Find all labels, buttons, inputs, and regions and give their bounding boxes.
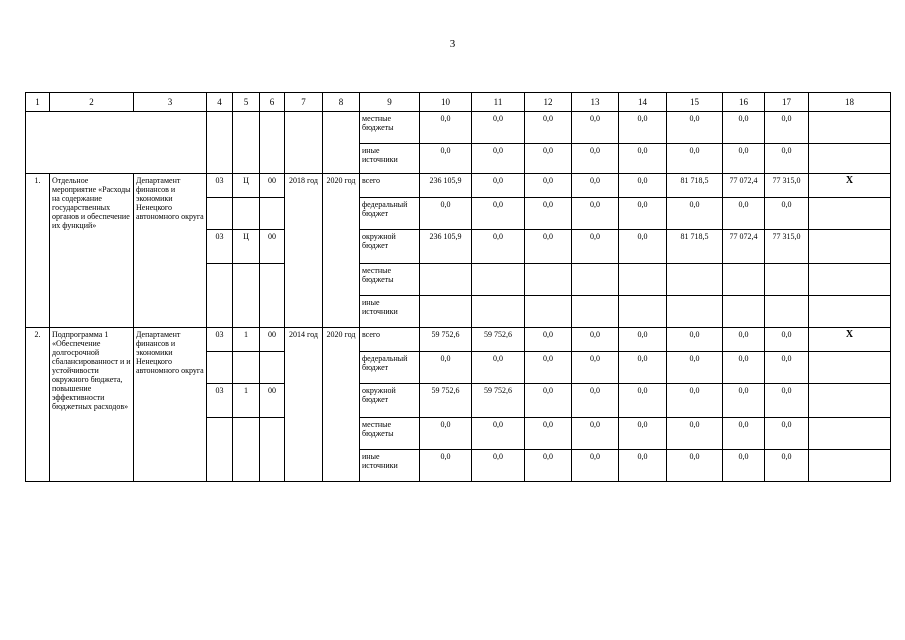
header-cell: 8: [323, 93, 360, 112]
header-cell: 6: [260, 93, 285, 112]
value-cell: 0,0: [572, 384, 619, 418]
value-cell: 0,0: [619, 144, 667, 174]
value-cell: 0,0: [619, 418, 667, 450]
source-cell: федеральный бюджет: [360, 198, 420, 230]
code-cell: [233, 264, 260, 328]
value-cell: 77 072,4: [723, 174, 765, 198]
value-cell: 0,0: [619, 112, 667, 144]
value-cell: 0,0: [667, 418, 723, 450]
mark-cell: [809, 296, 891, 328]
header-cell: 16: [723, 93, 765, 112]
source-cell: окружной бюджет: [360, 230, 420, 264]
code-cell: 1: [233, 384, 260, 418]
mark-cell: [809, 230, 891, 264]
header-cell: 13: [572, 93, 619, 112]
item-executor: Департамент финансов и экономики Ненецкого автономного округа: [134, 174, 207, 328]
value-cell: 0,0: [667, 352, 723, 384]
value-cell: 0,0: [667, 328, 723, 352]
end-year: 2020 год: [323, 174, 360, 328]
continued-code-cell: [233, 112, 260, 174]
value-cell: 0,0: [572, 144, 619, 174]
value-cell: [420, 296, 472, 328]
value-cell: 0,0: [472, 198, 525, 230]
value-cell: 77 315,0: [765, 174, 809, 198]
value-cell: 0,0: [765, 198, 809, 230]
continued-code-cell: [260, 112, 285, 174]
value-cell: 0,0: [723, 198, 765, 230]
header-cell: 2: [50, 93, 134, 112]
value-cell: 0,0: [472, 352, 525, 384]
start-year: 2014 год: [285, 328, 323, 482]
value-cell: 0,0: [765, 328, 809, 352]
header-cell: 11: [472, 93, 525, 112]
value-cell: 0,0: [472, 112, 525, 144]
item-name: Отдельное мероприятие «Расходы на содержание государственных органов и обеспечение их функций»: [50, 174, 134, 328]
mark-cell: Х: [809, 174, 891, 198]
value-cell: 0,0: [525, 418, 572, 450]
mark-cell: [809, 112, 891, 144]
value-cell: 0,0: [525, 384, 572, 418]
code-cell: [207, 264, 233, 328]
code-cell: 00: [260, 328, 285, 352]
value-cell: 59 752,6: [472, 328, 525, 352]
value-cell: 0,0: [765, 352, 809, 384]
value-cell: 0,0: [723, 384, 765, 418]
value-cell: 0,0: [723, 328, 765, 352]
value-cell: [572, 264, 619, 296]
value-cell: [765, 264, 809, 296]
source-cell: местные бюджеты: [360, 264, 420, 296]
value-cell: 0,0: [472, 418, 525, 450]
value-cell: [723, 264, 765, 296]
value-cell: 77 315,0: [765, 230, 809, 264]
header-cell: 3: [134, 93, 207, 112]
value-cell: [765, 296, 809, 328]
value-cell: [572, 296, 619, 328]
header-cell: 10: [420, 93, 472, 112]
code-cell: 03: [207, 230, 233, 264]
end-year: 2020 год: [323, 328, 360, 482]
value-cell: [525, 264, 572, 296]
page-number: 3: [449, 38, 456, 50]
value-cell: 0,0: [723, 352, 765, 384]
header-cell: 5: [233, 93, 260, 112]
value-cell: 0,0: [667, 112, 723, 144]
value-cell: 0,0: [765, 384, 809, 418]
code-cell: 03: [207, 328, 233, 352]
value-cell: [525, 296, 572, 328]
mark-cell: [809, 450, 891, 482]
value-cell: [723, 296, 765, 328]
value-cell: 0,0: [765, 144, 809, 174]
value-cell: 0,0: [525, 174, 572, 198]
value-cell: 0,0: [572, 328, 619, 352]
code-cell: 1: [233, 328, 260, 352]
value-cell: 59 752,6: [472, 384, 525, 418]
value-cell: 0,0: [667, 198, 723, 230]
value-cell: 0,0: [765, 418, 809, 450]
value-cell: 0,0: [525, 450, 572, 482]
value-cell: 0,0: [525, 352, 572, 384]
value-cell: 81 718,5: [667, 174, 723, 198]
code-cell: [260, 264, 285, 328]
continued-end-cell: [323, 112, 360, 174]
value-cell: [667, 264, 723, 296]
value-cell: 0,0: [472, 174, 525, 198]
value-cell: 0,0: [667, 384, 723, 418]
value-cell: 0,0: [525, 144, 572, 174]
value-cell: 0,0: [420, 112, 472, 144]
source-cell: всего: [360, 174, 420, 198]
value-cell: 59 752,6: [420, 328, 472, 352]
value-cell: 0,0: [765, 450, 809, 482]
item-number: 2.: [26, 328, 50, 482]
value-cell: 0,0: [619, 352, 667, 384]
value-cell: 77 072,4: [723, 230, 765, 264]
code-cell: [260, 198, 285, 230]
item-name: Подпрограмма 1 «Обеспечение долгосрочной сбалансированност и и устойчивости окружного бюджета, повышение эффективности бюджетных расходов»: [50, 328, 134, 482]
mark-cell: [809, 264, 891, 296]
table-row: [26, 328, 891, 352]
value-cell: 0,0: [525, 112, 572, 144]
code-cell: [260, 352, 285, 384]
value-cell: 0,0: [619, 230, 667, 264]
continued-blank-cell: [26, 112, 207, 174]
header-cell: 15: [667, 93, 723, 112]
value-cell: 0,0: [765, 112, 809, 144]
value-cell: [619, 264, 667, 296]
source-cell: федеральный бюджет: [360, 352, 420, 384]
mark-cell: [809, 198, 891, 230]
mark-cell: [809, 384, 891, 418]
start-year: 2018 год: [285, 174, 323, 328]
item-executor: Департамент финансов и экономики Ненецкого автономного округа: [134, 328, 207, 482]
code-cell: 00: [260, 174, 285, 198]
value-cell: 0,0: [420, 198, 472, 230]
value-cell: 0,0: [723, 450, 765, 482]
budget-table: [25, 92, 891, 482]
value-cell: 0,0: [619, 384, 667, 418]
source-cell: всего: [360, 328, 420, 352]
header-cell: 14: [619, 93, 667, 112]
value-cell: 0,0: [525, 230, 572, 264]
mark-cell: [809, 144, 891, 174]
value-cell: [472, 296, 525, 328]
table-row: [26, 112, 891, 144]
header-cell: 17: [765, 93, 809, 112]
item-number: 1.: [26, 174, 50, 328]
value-cell: 236 105,9: [420, 230, 472, 264]
value-cell: [420, 264, 472, 296]
table-row: [26, 174, 891, 198]
value-cell: 0,0: [572, 230, 619, 264]
source-cell: иные источники: [360, 450, 420, 482]
source-cell: местные бюджеты: [360, 112, 420, 144]
value-cell: 0,0: [472, 144, 525, 174]
value-cell: 81 718,5: [667, 230, 723, 264]
value-cell: 0,0: [619, 174, 667, 198]
header-cell: 1: [26, 93, 50, 112]
value-cell: [667, 296, 723, 328]
code-cell: 03: [207, 384, 233, 418]
value-cell: 0,0: [472, 230, 525, 264]
header-cell: 4: [207, 93, 233, 112]
source-cell: окружной бюджет: [360, 384, 420, 418]
value-cell: 0,0: [667, 144, 723, 174]
value-cell: 0,0: [667, 450, 723, 482]
value-cell: 0,0: [525, 328, 572, 352]
value-cell: 0,0: [723, 112, 765, 144]
value-cell: 0,0: [572, 198, 619, 230]
header-row: [26, 93, 891, 112]
code-cell: [233, 198, 260, 230]
value-cell: 0,0: [619, 198, 667, 230]
code-cell: Ц: [233, 174, 260, 198]
value-cell: 0,0: [420, 450, 472, 482]
continued-start-cell: [285, 112, 323, 174]
source-cell: местные бюджеты: [360, 418, 420, 450]
mark-cell: [809, 418, 891, 450]
value-cell: 0,0: [619, 328, 667, 352]
value-cell: 0,0: [572, 174, 619, 198]
value-cell: 0,0: [723, 144, 765, 174]
code-cell: Ц: [233, 230, 260, 264]
header-cell: 18: [809, 93, 891, 112]
mark-cell: Х: [809, 328, 891, 352]
code-cell: 00: [260, 384, 285, 418]
value-cell: 59 752,6: [420, 384, 472, 418]
value-cell: 0,0: [420, 144, 472, 174]
header-cell: 9: [360, 93, 420, 112]
value-cell: 0,0: [572, 112, 619, 144]
code-cell: 03: [207, 174, 233, 198]
code-cell: [233, 352, 260, 384]
code-cell: [207, 418, 233, 482]
value-cell: 0,0: [572, 450, 619, 482]
value-cell: 0,0: [619, 450, 667, 482]
code-cell: [207, 352, 233, 384]
value-cell: 0,0: [472, 450, 525, 482]
mark-cell: [809, 352, 891, 384]
value-cell: [619, 296, 667, 328]
code-cell: [233, 418, 260, 482]
value-cell: 0,0: [420, 352, 472, 384]
value-cell: [472, 264, 525, 296]
value-cell: 0,0: [572, 418, 619, 450]
code-cell: [260, 418, 285, 482]
value-cell: 0,0: [420, 418, 472, 450]
header-cell: 12: [525, 93, 572, 112]
source-cell: иные источники: [360, 144, 420, 174]
continued-code-cell: [207, 112, 233, 174]
header-cell: 7: [285, 93, 323, 112]
source-cell: иные источники: [360, 296, 420, 328]
value-cell: 0,0: [723, 418, 765, 450]
code-cell: [207, 198, 233, 230]
value-cell: 0,0: [525, 198, 572, 230]
value-cell: 0,0: [572, 352, 619, 384]
code-cell: 00: [260, 230, 285, 264]
value-cell: 236 105,9: [420, 174, 472, 198]
